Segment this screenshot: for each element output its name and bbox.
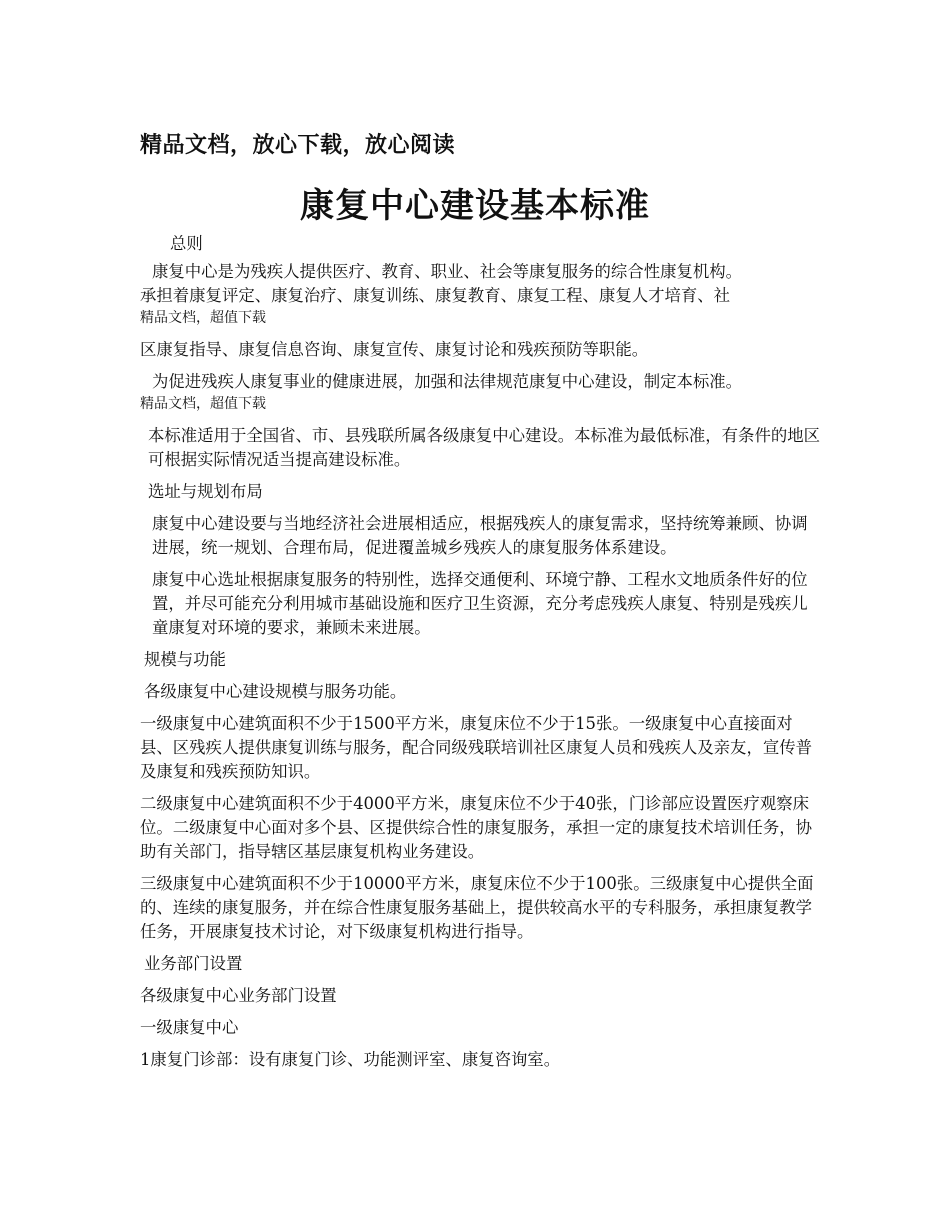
paragraph: 各级康复中心业务部门设置 [140, 986, 337, 1005]
header-note: 精品文档，放心下载，放心阅读 [140, 133, 456, 158]
paragraph: 承担着康复评定、康复治疗、康复训练、康复教育、康复工程、康复人才培育、社 [140, 286, 731, 305]
section-heading-site: 选址与规划布局 [148, 482, 263, 501]
paragraph: 康复中心建设要与当地经济社会进展相适应，根据残疾人的康复需求，坚持统筹兼顾、协调进展，统一规划、合理布局，促进覆盖城乡残疾人的康复服务体系建设。 [152, 514, 808, 557]
paragraph: 一级康复中心建筑面积不少于1500平方米，康复床位不少于15张。一级康复中心直接面对县、区残疾人提供康复训练与服务，配合同级残联培训社区康复人员和残疾人及亲友，宣传普及康复和残疾预防知识。 [140, 714, 813, 781]
paragraph: 康复中心是为残疾人提供医疗、教育、职业、社会等康复服务的综合性康复机构。 [152, 262, 743, 281]
paragraph: 为促进残疾人康复事业的健康进展，加强和法律规范康复中心建设，制定本标准。 [152, 372, 743, 391]
paragraph: 区康复指导、康复信息咨询、康复宣传、康复讨论和残疾预防等职能。 [140, 340, 649, 359]
watermark-note: 精品文档，超值下载 [140, 310, 266, 326]
watermark-note: 精品文档，超值下载 [140, 396, 266, 412]
document-title: 康复中心建设基本标准 [300, 186, 650, 226]
paragraph: 三级康复中心建筑面积不少于10000平方米，康复床位不少于100张。三级康复中心提供全面的、连续的康复服务，并在综合性康复服务基础上，提供较高水平的专科服务，承担康复教学任务，开展康复技术讨论，对下级康复机构进行指导。 [140, 874, 814, 941]
section-heading-departments: 业务部门设置 [144, 954, 243, 973]
section-heading-scale: 规模与功能 [144, 650, 226, 669]
paragraph: 康复中心选址根据康复服务的特别性，选择交通便利、环境宁静、工程水文地质条件好的位置，并尽可能充分利用城市基础设施和医疗卫生资源，充分考虑残疾人康复、特别是残疾儿童康复对环境的要求，兼顾未来进展。 [152, 570, 808, 637]
paragraph: 1康复门诊部：设有康复门诊、功能测评室、康复咨询室。 [140, 1050, 561, 1069]
paragraph: 本标准适用于全国省、市、县残联所属各级康复中心建设。本标准为最低标准，有条件的地区可根据实际情况适当提高建设标准。 [148, 426, 821, 469]
paragraph: 二级康复中心建筑面积不少于4000平方米，康复床位不少于40张，门诊部应设置医疗观察床位。二级康复中心面对多个县、区提供综合性的康复服务，承担一定的康复技术培训任务，协助有关部门，指导辖区基层康复机构业务建设。 [140, 794, 813, 861]
paragraph: 各级康复中心建设规模与服务功能。 [144, 682, 407, 701]
document-body [140, 232, 820, 1080]
section-heading-general: 总则 [170, 234, 203, 253]
paragraph: 一级康复中心 [140, 1018, 239, 1037]
